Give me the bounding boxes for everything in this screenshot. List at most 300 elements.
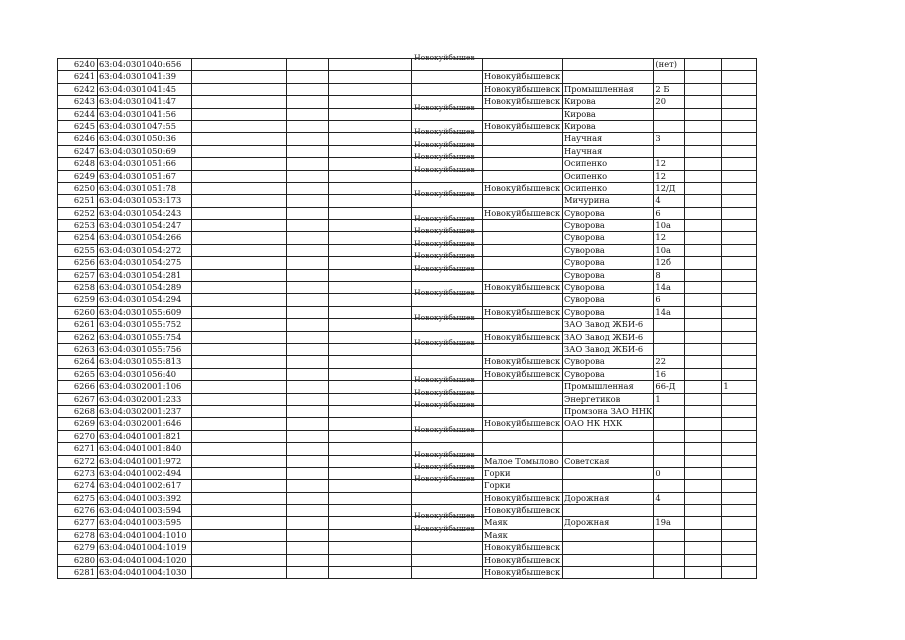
street-cell: Суворова: [563, 306, 654, 318]
empty-cell: [329, 170, 412, 182]
row-number-cell: 6277: [58, 517, 98, 529]
district-cell: [412, 399, 483, 417]
table-row: [58, 120, 757, 132]
extra-cell: [722, 455, 757, 467]
table-row: [58, 244, 757, 256]
empty-cell: [287, 158, 329, 170]
extra-cell: 1: [722, 381, 757, 393]
locality-cell: Новокуйбышевск: [483, 306, 563, 318]
table-row: [58, 517, 757, 529]
table-row: [58, 170, 757, 182]
row-number-cell: 6263: [58, 343, 98, 355]
empty-cell: [192, 145, 287, 157]
cadastral-number-cell: 63:04:0301054:243: [98, 207, 192, 219]
extra-cell: [722, 554, 757, 566]
extra-cell: [722, 83, 757, 95]
row-number-cell: 6244: [58, 108, 98, 120]
extra-cell: [722, 195, 757, 207]
street-cell: Энергетиков: [563, 393, 654, 405]
district-text: Новокуйбышев: [414, 139, 475, 149]
empty-cell: [329, 71, 412, 83]
extra-cell: [722, 133, 757, 145]
empty-cell: [685, 71, 722, 83]
cadastral-number-cell: 63:04:0301041:56: [98, 108, 192, 120]
empty-cell: [192, 368, 287, 380]
empty-cell: [287, 381, 329, 393]
street-cell: [563, 567, 654, 579]
house-cell: [654, 542, 685, 554]
extra-cell: [722, 306, 757, 318]
row-number-cell: 6243: [58, 96, 98, 108]
table-row: [58, 182, 757, 194]
empty-cell: [192, 59, 287, 71]
empty-cell: [287, 145, 329, 157]
cadastral-number-cell: 63:04:0301055:754: [98, 331, 192, 343]
empty-cell: [287, 207, 329, 219]
empty-cell: [329, 405, 412, 417]
cadastral-number-cell: 63:04:0401003:595: [98, 517, 192, 529]
extra-cell: [722, 244, 757, 256]
house-cell: [654, 480, 685, 492]
row-number-cell: 6240: [58, 59, 98, 71]
locality-cell: [483, 170, 563, 182]
table-row: [58, 158, 757, 170]
cadastral-number-cell: 63:04:0302001:233: [98, 393, 192, 405]
empty-cell: [685, 158, 722, 170]
empty-cell: [329, 393, 412, 405]
empty-cell: [287, 133, 329, 145]
locality-cell: Новокуйбышевск: [483, 542, 563, 554]
street-cell: [563, 505, 654, 517]
cadastral-number-cell: 63:04:0401002:494: [98, 467, 192, 479]
table-row: [58, 542, 757, 554]
cadastral-number-cell: 63:04:0401004:1020: [98, 554, 192, 566]
extra-cell: [722, 331, 757, 343]
empty-cell: [685, 492, 722, 504]
street-cell: Суворова: [563, 257, 654, 269]
empty-cell: [192, 269, 287, 281]
table-row: [58, 257, 757, 269]
empty-cell: [287, 170, 329, 182]
table-row: [58, 492, 757, 504]
house-cell: [654, 529, 685, 541]
street-cell: Научная: [563, 145, 654, 157]
empty-cell: [329, 319, 412, 331]
street-cell: Суворова: [563, 244, 654, 256]
extra-cell: [722, 492, 757, 504]
table-row: [58, 356, 757, 368]
house-cell: 14а: [654, 306, 685, 318]
empty-cell: [685, 207, 722, 219]
district-cell: [412, 189, 483, 207]
empty-cell: [192, 343, 287, 355]
house-cell: [654, 505, 685, 517]
extra-cell: [722, 294, 757, 306]
house-cell: 6: [654, 207, 685, 219]
empty-cell: [192, 505, 287, 517]
empty-cell: [329, 356, 412, 368]
row-number-cell: 6265: [58, 368, 98, 380]
table-row: [58, 306, 757, 318]
empty-cell: [287, 554, 329, 566]
empty-cell: [329, 108, 412, 120]
district-text: Новокуйбышев: [414, 214, 475, 224]
empty-cell: [685, 120, 722, 132]
empty-cell: [192, 220, 287, 232]
cadastral-number-cell: 63:04:0301055:752: [98, 319, 192, 331]
row-number-cell: 6272: [58, 455, 98, 467]
locality-cell: Маяк: [483, 517, 563, 529]
street-cell: ЗАО Завод ЖБИ-6: [563, 343, 654, 355]
house-cell: 0: [654, 467, 685, 479]
row-number-cell: 6241: [58, 71, 98, 83]
locality-cell: Новокуйбышевск: [483, 120, 563, 132]
row-number-cell: 6249: [58, 170, 98, 182]
house-cell: [654, 405, 685, 417]
empty-cell: [287, 96, 329, 108]
extra-cell: [722, 418, 757, 430]
empty-cell: [192, 244, 287, 256]
house-cell: 12: [654, 170, 685, 182]
empty-cell: [685, 306, 722, 318]
house-cell: 10а: [654, 220, 685, 232]
district-text: Новокуйбышев: [414, 523, 475, 533]
table-row: [58, 455, 757, 467]
empty-cell: [329, 381, 412, 393]
house-cell: 4: [654, 195, 685, 207]
table-row: [58, 269, 757, 281]
street-cell: [563, 430, 654, 442]
empty-cell: [329, 331, 412, 343]
empty-cell: [685, 282, 722, 294]
house-cell: [654, 455, 685, 467]
empty-cell: [685, 294, 722, 306]
district-text: Новокуйбышев: [414, 164, 475, 174]
cadastral-number-cell: 63:04:0301055:756: [98, 343, 192, 355]
empty-cell: [287, 455, 329, 467]
empty-cell: [329, 430, 412, 442]
empty-cell: [685, 554, 722, 566]
district-text: Новокуйбышев: [414, 424, 475, 434]
locality-cell: [483, 269, 563, 281]
row-number-cell: 6278: [58, 529, 98, 541]
empty-cell: [287, 108, 329, 120]
extra-cell: [722, 145, 757, 157]
empty-cell: [685, 232, 722, 244]
table-row: [58, 554, 757, 566]
locality-cell: [483, 405, 563, 417]
row-number-cell: 6268: [58, 405, 98, 417]
street-cell: Промышленная: [563, 381, 654, 393]
row-number-cell: 6260: [58, 306, 98, 318]
empty-cell: [329, 529, 412, 541]
empty-cell: [192, 356, 287, 368]
street-cell: Дорожная: [563, 492, 654, 504]
row-number-cell: 6261: [58, 319, 98, 331]
locality-cell: Новокуйбышевск: [483, 356, 563, 368]
empty-cell: [192, 96, 287, 108]
street-cell: [563, 467, 654, 479]
empty-cell: [192, 393, 287, 405]
empty-cell: [287, 517, 329, 529]
empty-cell: [287, 430, 329, 442]
cadastral-number-cell: 63:04:0301055:609: [98, 306, 192, 318]
empty-cell: [685, 269, 722, 281]
street-cell: Осипенко: [563, 182, 654, 194]
district-text: Новокуйбышев: [414, 226, 475, 236]
cadastral-number-cell: 63:04:0301056:40: [98, 368, 192, 380]
house-cell: [654, 567, 685, 579]
street-cell: Суворова: [563, 269, 654, 281]
locality-cell: Малое Томылово: [483, 455, 563, 467]
empty-cell: [192, 71, 287, 83]
street-cell: Кирова: [563, 108, 654, 120]
empty-cell: [287, 368, 329, 380]
row-number-cell: 6275: [58, 492, 98, 504]
row-number-cell: 6280: [58, 554, 98, 566]
row-number-cell: 6247: [58, 145, 98, 157]
table-row: [58, 343, 757, 355]
table-row: [58, 83, 757, 95]
table-row: [58, 467, 757, 479]
empty-cell: [287, 282, 329, 294]
street-cell: [563, 443, 654, 455]
row-number-cell: 6259: [58, 294, 98, 306]
district-text: Новокуйбышев: [414, 53, 475, 62]
empty-cell: [329, 517, 412, 529]
locality-cell: [483, 145, 563, 157]
row-number-cell: 6257: [58, 269, 98, 281]
extra-cell: [722, 343, 757, 355]
street-cell: Кирова: [563, 120, 654, 132]
cadastral-number-cell: 63:04:0401001:972: [98, 455, 192, 467]
extra-cell: [722, 59, 757, 71]
empty-cell: [329, 220, 412, 232]
extra-cell: [722, 207, 757, 219]
extra-cell: [722, 158, 757, 170]
extra-cell: [722, 480, 757, 492]
district-text: Новокуйбышев: [414, 152, 475, 162]
district-text: Новокуйбышев: [414, 189, 475, 199]
district-text: Новокуйбышев: [414, 288, 475, 298]
locality-cell: [483, 244, 563, 256]
street-cell: Промышленная: [563, 83, 654, 95]
empty-cell: [329, 59, 412, 71]
cadastral-number-cell: 63:04:0301040:656: [98, 59, 192, 71]
empty-cell: [329, 294, 412, 306]
house-cell: 8: [654, 269, 685, 281]
house-cell: [654, 120, 685, 132]
district-cell: [412, 337, 483, 355]
district-text: Новокуйбышев: [414, 127, 475, 137]
row-number-cell: 6264: [58, 356, 98, 368]
extra-cell: [722, 356, 757, 368]
empty-cell: [287, 331, 329, 343]
street-cell: Научная: [563, 133, 654, 145]
empty-cell: [685, 108, 722, 120]
row-number-cell: 6271: [58, 443, 98, 455]
row-number-cell: 6254: [58, 232, 98, 244]
table-row: [58, 393, 757, 405]
table-row: [58, 133, 757, 145]
empty-cell: [685, 319, 722, 331]
empty-cell: [287, 418, 329, 430]
empty-cell: [287, 294, 329, 306]
extra-cell: [722, 405, 757, 417]
empty-cell: [192, 294, 287, 306]
street-cell: Суворова: [563, 356, 654, 368]
cadastral-number-cell: 63:04:0301047:55: [98, 120, 192, 132]
house-cell: 2 Б: [654, 83, 685, 95]
empty-cell: [329, 443, 412, 455]
table-row: [58, 505, 757, 517]
empty-cell: [287, 505, 329, 517]
empty-cell: [685, 480, 722, 492]
house-cell: [654, 443, 685, 455]
locality-cell: Новокуйбышевск: [483, 492, 563, 504]
table-row: [58, 282, 757, 294]
locality-cell: Горки: [483, 480, 563, 492]
street-cell: Суворова: [563, 207, 654, 219]
empty-cell: [192, 567, 287, 579]
extra-cell: [722, 542, 757, 554]
row-number-cell: 6274: [58, 480, 98, 492]
empty-cell: [192, 381, 287, 393]
row-number-cell: 6248: [58, 158, 98, 170]
street-cell: Суворова: [563, 294, 654, 306]
empty-cell: [329, 480, 412, 492]
extra-cell: [722, 567, 757, 579]
table-row: [58, 480, 757, 492]
house-cell: [654, 418, 685, 430]
empty-cell: [685, 59, 722, 71]
empty-cell: [329, 542, 412, 554]
table-row: [58, 381, 757, 393]
row-number-cell: 6256: [58, 257, 98, 269]
empty-cell: [329, 120, 412, 132]
street-cell: ЗАО Завод ЖБИ-6: [563, 319, 654, 331]
house-cell: [654, 343, 685, 355]
house-cell: 12: [654, 232, 685, 244]
empty-cell: [287, 443, 329, 455]
empty-cell: [287, 257, 329, 269]
locality-cell: [483, 294, 563, 306]
cadastre-table: [57, 53, 757, 579]
table-row: [58, 368, 757, 380]
empty-cell: [329, 492, 412, 504]
locality-cell: [483, 108, 563, 120]
row-number-cell: 6276: [58, 505, 98, 517]
cadastral-number-cell: 63:04:0301054:266: [98, 232, 192, 244]
district-text: Новокуйбышев: [414, 238, 475, 248]
house-cell: [654, 554, 685, 566]
empty-cell: [685, 133, 722, 145]
row-number-cell: 6251: [58, 195, 98, 207]
empty-cell: [329, 232, 412, 244]
empty-cell: [329, 567, 412, 579]
empty-cell: [287, 220, 329, 232]
empty-cell: [192, 492, 287, 504]
empty-cell: [685, 567, 722, 579]
house-cell: 66-Д: [654, 381, 685, 393]
cadastral-number-cell: 63:04:0301051:67: [98, 170, 192, 182]
cadastral-number-cell: 63:04:0401001:840: [98, 443, 192, 455]
street-cell: [563, 480, 654, 492]
row-number-cell: 6258: [58, 282, 98, 294]
empty-cell: [287, 232, 329, 244]
empty-cell: [287, 567, 329, 579]
table-row: [58, 443, 757, 455]
empty-cell: [192, 529, 287, 541]
street-cell: [563, 554, 654, 566]
district-text: Новокуйбышев: [414, 251, 475, 261]
extra-cell: [722, 393, 757, 405]
cadastral-number-cell: 63:04:0401003:392: [98, 492, 192, 504]
empty-cell: [192, 480, 287, 492]
empty-cell: [192, 430, 287, 442]
house-cell: 16: [654, 368, 685, 380]
street-cell: Осипенко: [563, 158, 654, 170]
street-cell: Суворова: [563, 368, 654, 380]
street-cell: [563, 542, 654, 554]
cadastral-number-cell: 63:04:0301054:289: [98, 282, 192, 294]
empty-cell: [329, 195, 412, 207]
row-number-cell: 6252: [58, 207, 98, 219]
cadastral-number-cell: 63:04:0301053:173: [98, 195, 192, 207]
district-text: Новокуйбышев: [414, 375, 475, 385]
table-row: [58, 71, 757, 83]
house-cell: 12б: [654, 257, 685, 269]
cadastral-number-cell: 63:04:0301041:39: [98, 71, 192, 83]
table-row: [58, 59, 757, 71]
locality-cell: [483, 257, 563, 269]
extra-cell: [722, 517, 757, 529]
empty-cell: [685, 145, 722, 157]
empty-cell: [685, 430, 722, 442]
district-cell: [412, 313, 483, 331]
house-cell: 3: [654, 133, 685, 145]
empty-cell: [287, 306, 329, 318]
extra-cell: [722, 269, 757, 281]
extra-cell: [722, 232, 757, 244]
row-number-cell: 6273: [58, 467, 98, 479]
empty-cell: [192, 133, 287, 145]
table-row: [58, 220, 757, 232]
empty-cell: [287, 393, 329, 405]
empty-cell: [287, 120, 329, 132]
empty-cell: [329, 133, 412, 145]
empty-cell: [192, 418, 287, 430]
cadastral-number-cell: 63:04:0401004:1030: [98, 567, 192, 579]
locality-cell: Новокуйбышевск: [483, 368, 563, 380]
empty-cell: [287, 269, 329, 281]
empty-cell: [192, 282, 287, 294]
street-cell: Суворова: [563, 282, 654, 294]
locality-cell: [483, 158, 563, 170]
empty-cell: [685, 343, 722, 355]
street-cell: Советская: [563, 455, 654, 467]
street-cell: Суворова: [563, 232, 654, 244]
empty-cell: [329, 467, 412, 479]
locality-cell: [483, 430, 563, 442]
empty-cell: [329, 368, 412, 380]
empty-cell: [685, 529, 722, 541]
table-row: [58, 195, 757, 207]
empty-cell: [287, 467, 329, 479]
empty-cell: [685, 505, 722, 517]
locality-cell: Новокуйбышевск: [483, 505, 563, 517]
empty-cell: [287, 182, 329, 194]
